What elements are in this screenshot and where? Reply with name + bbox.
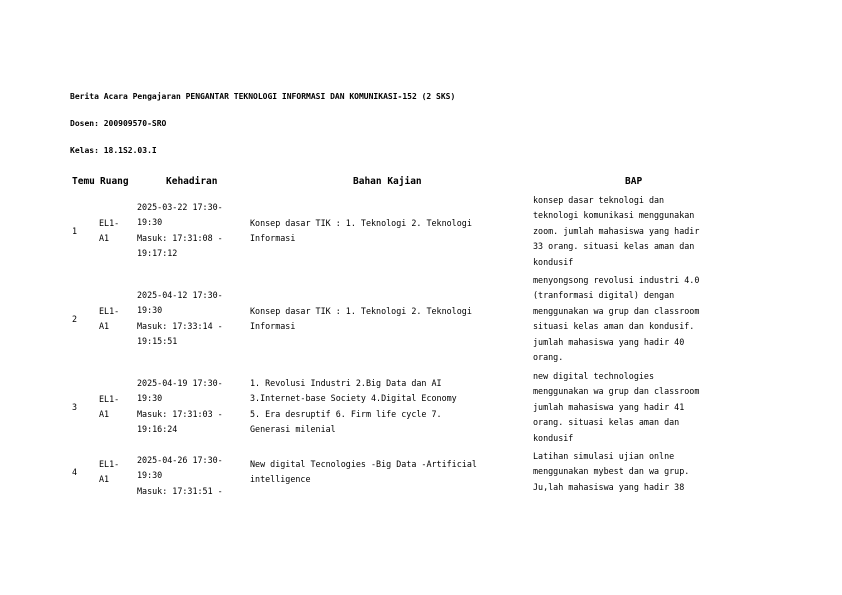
material-cell: New digital Tecnologies -Big Data -Artificial intelligence [250, 459, 477, 485]
class-line: Kelas: 18.1S2.03.I [70, 146, 157, 155]
meeting-number: 1 [72, 226, 78, 236]
material-cell: Konsep dasar TIK : 1. Teknologi 2. Teknologi Informasi [250, 306, 472, 332]
bap-cell: konsep dasar teknologi dan teknologi komunikasi menggunakan zoom. jumlah mahasiswa yang hadir 33 orang. situasi kelas aman dan kondusif [533, 195, 700, 267]
meeting-number: 2 [72, 314, 78, 324]
header-room: Ruang [100, 176, 129, 187]
meeting-number: 3 [72, 402, 78, 412]
room-cell: EL1- A1 [99, 394, 120, 420]
document-title: Berita Acara Pengajaran PENGANTAR TEKNOLOGI INFORMASI DAN KOMUNIKASI-152 (2 SKS) [70, 92, 456, 101]
attendance-cell: 2025-03-22 17:30- 19:30 Masuk: 17:31:08 - 19:17:12 [137, 202, 223, 259]
attendance-cell: 2025-04-19 17:30- 19:30 Masuk: 17:31:03 - 19:16:24 [137, 378, 223, 435]
room-cell: EL1- A1 [99, 306, 120, 332]
room-cell: EL1- A1 [99, 218, 120, 244]
attendance-cell: 2025-04-26 17:30- 19:30 Masuk: 17:31:51 - [137, 455, 223, 496]
room-cell: EL1- A1 [99, 459, 120, 485]
material-cell: Konsep dasar TIK : 1. Teknologi 2. Teknologi Informasi [250, 218, 472, 244]
attendance-cell: 2025-04-12 17:30- 19:30 Masuk: 17:33:14 - 19:15:51 [137, 290, 223, 347]
meeting-number: 4 [72, 467, 78, 477]
bap-cell: new digital technologies menggunakan wa grup dan classroom jumlah mahasiswa yang hadir 41 orang. situasi kelas aman dan kondusif [533, 371, 700, 443]
bap-cell: Latihan simulasi ujian onlne menggunakan mybest dan wa grup. Ju,lah mahasiswa yang hadir 38 [533, 451, 690, 492]
header-material: Bahan Kajian [353, 176, 422, 187]
material-cell: 1. Revolusi Industri 2.Big Data dan AI 3.Internet-base Society 4.Digital Economy 5. Era desruptif 6. Firm life cycle 7. Generasi milenial [250, 378, 457, 435]
header-bap: BAP [625, 176, 643, 187]
bap-cell: menyongsong revolusi industri 4.0 (tranformasi digital) dengan menggunakan wa grup dan classroom situasi kelas aman dan kondusif. jumlah mahasiswa yang hadir 40 orang. [533, 275, 700, 363]
lecturer-line: Dosen: 200909570-SRO [70, 119, 167, 128]
header-meeting: Temu [72, 176, 95, 187]
header-attendance: Kehadiran [166, 176, 218, 187]
